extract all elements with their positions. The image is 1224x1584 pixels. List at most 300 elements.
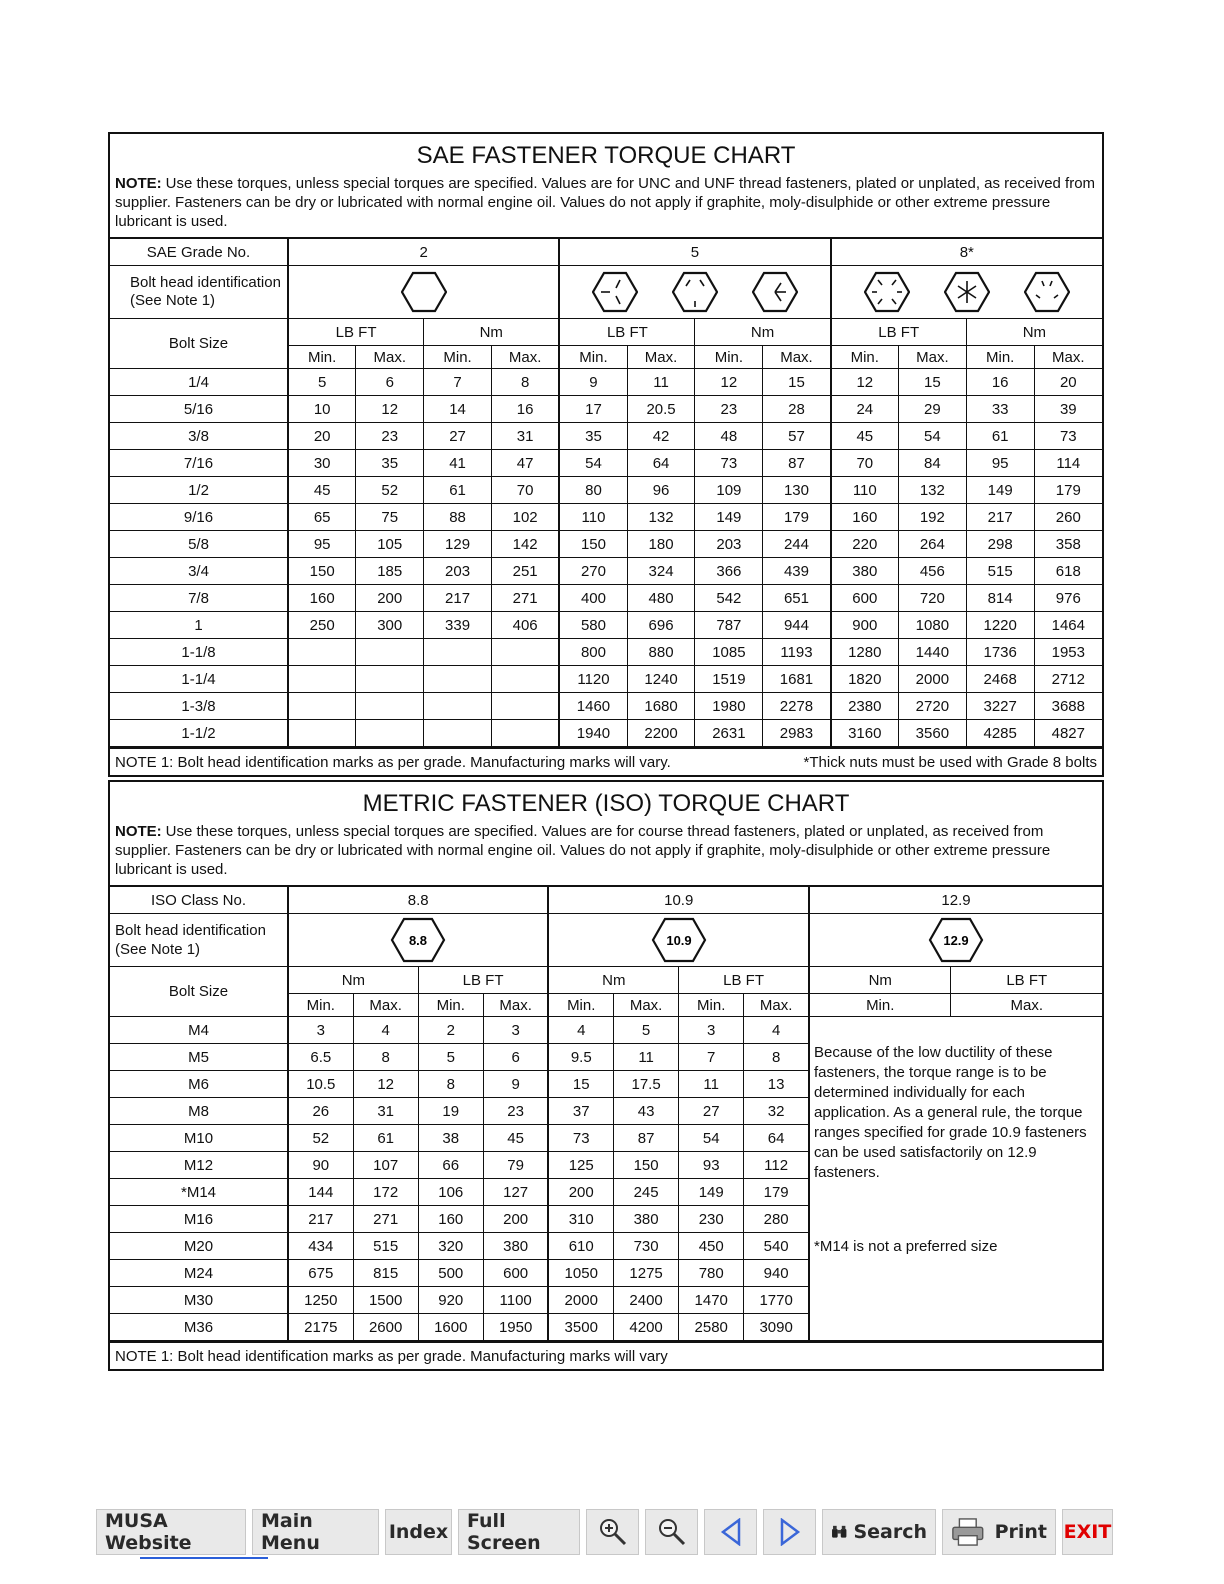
sae-torque-value: 160: [831, 504, 899, 531]
sae-torque-value: 2631: [695, 720, 763, 747]
sae-torque-value: 33: [966, 396, 1034, 423]
metric-torque-value: 2000: [548, 1287, 613, 1314]
sae-bolt-size: 1-1/8: [110, 639, 288, 666]
sae-torque-value: [356, 693, 424, 720]
sae-torque-value: [288, 639, 356, 666]
sae-torque-value: 1953: [1034, 639, 1102, 666]
sae-table-row: [110, 585, 1102, 612]
sae-torque-value: 1940: [559, 720, 627, 747]
sae-note-label: NOTE:: [115, 175, 162, 192]
sae-torque-value: 2712: [1034, 666, 1102, 693]
full-screen-button[interactable]: Full Screen: [458, 1509, 580, 1555]
metric-torque-value: 160: [418, 1206, 483, 1233]
binoculars-icon: [831, 1518, 847, 1546]
sae-torque-value: 1736: [966, 639, 1034, 666]
sae-torque-value: 87: [763, 450, 831, 477]
metric-torque-value: 450: [679, 1233, 744, 1260]
sae-torque-value: 65: [288, 504, 356, 531]
sae-unit: LB FT: [831, 319, 967, 346]
metric-torque-value: 3090: [744, 1314, 809, 1341]
sae-torque-value: 130: [763, 477, 831, 504]
sae-bolt-size: 9/16: [110, 504, 288, 531]
sae-torque-value: 1120: [559, 666, 627, 693]
metric-torque-value: 107: [353, 1152, 418, 1179]
metric-note-text: Use these torques, unless special torques are specified. Values are for course thread fasteners, plated or unplated, as received from supplier. Fasteners can be dry or lubricated with normal engine oil. Values do not apply if graphite, moly-disulphide or other extreme pressure lubricant is used.: [115, 823, 1051, 878]
metric-max-header: Max.: [951, 994, 1102, 1017]
metric-torque-value: 45: [483, 1125, 548, 1152]
metric-torque-value: 179: [744, 1179, 809, 1206]
sae-torque-value: 2720: [898, 693, 966, 720]
metric-torque-value: 3: [679, 1017, 744, 1044]
metric-torque-value: 125: [548, 1152, 613, 1179]
sae-bolt-size: 3/4: [110, 558, 288, 585]
main-menu-button[interactable]: Main Menu: [252, 1509, 379, 1555]
sae-torque-value: 42: [627, 423, 695, 450]
sae-torque-value: 45: [831, 423, 899, 450]
metric-torque-value: 320: [418, 1233, 483, 1260]
metric-min-header: Min.: [679, 994, 744, 1017]
sae-torque-value: 244: [763, 531, 831, 558]
metric-torque-value: 1050: [548, 1260, 613, 1287]
sae-torque-value: 358: [1034, 531, 1102, 558]
sae-torque-value: 298: [966, 531, 1034, 558]
sae-torque-value: 70: [491, 477, 559, 504]
sae-torque-value: 149: [966, 477, 1034, 504]
metric-torque-value: 61: [353, 1125, 418, 1152]
metric-torque-value: 4200: [614, 1314, 679, 1341]
sae-max-header: Max.: [763, 346, 831, 369]
sae-torque-value: 250: [288, 612, 356, 639]
sae-torque-value: 900: [831, 612, 899, 639]
sae-torque-value: 651: [763, 585, 831, 612]
metric-torque-value: 1500: [353, 1287, 418, 1314]
sae-grade-8: 8*: [831, 238, 1102, 266]
sae-torque-value: 1193: [763, 639, 831, 666]
hex-plain-icon: [401, 271, 447, 313]
sae-torque-value: 2983: [763, 720, 831, 747]
sae-bolt-size: 7/8: [110, 585, 288, 612]
sae-torque-value: 1280: [831, 639, 899, 666]
metric-note-label: NOTE:: [115, 823, 162, 840]
metric-bolt-size: M20: [110, 1233, 288, 1260]
metric-bolt-size: M5: [110, 1044, 288, 1071]
sae-torque-value: 2278: [763, 693, 831, 720]
sae-torque-value: 142: [491, 531, 559, 558]
sae-grade-row: [110, 238, 1102, 266]
sae-torque-value: 203: [695, 531, 763, 558]
hex-grade5-mark-b-icon: [672, 271, 718, 313]
sae-min-header: Min.: [695, 346, 763, 369]
sae-torque-value: 23: [356, 423, 424, 450]
metric-mark-cell: [288, 914, 548, 967]
sae-torque-value: 20.5: [627, 396, 695, 423]
sae-bolt-size: 5/16: [110, 396, 288, 423]
sae-torque-value: 1080: [898, 612, 966, 639]
sae-torque-value: 17: [559, 396, 627, 423]
metric-footnote-text: NOTE 1: Bolt head identification marks as per grade. Manufacturing marks will vary: [115, 1348, 668, 1365]
print-button[interactable]: [942, 1509, 1056, 1555]
sae-min-header: Min.: [559, 346, 627, 369]
metric-torque-value: 10.5: [288, 1071, 353, 1098]
sae-torque-value: 366: [695, 558, 763, 585]
sae-torque-value: 4285: [966, 720, 1034, 747]
sae-torque-value: 45: [288, 477, 356, 504]
metric-torque-value: 11: [679, 1071, 744, 1098]
metric-torque-value: 380: [614, 1206, 679, 1233]
metric-min-header: Min.: [809, 994, 951, 1017]
metric-torque-value: 8: [418, 1071, 483, 1098]
sae-torque-value: 54: [898, 423, 966, 450]
sae-torque-value: 1220: [966, 612, 1034, 639]
metric-bolt-head-row: [110, 914, 1102, 967]
metric-torque-value: 144: [288, 1179, 353, 1206]
sae-bolt-size: 1/4: [110, 369, 288, 396]
sae-grade-2: 2: [288, 238, 559, 266]
sae-torque-value: [491, 720, 559, 747]
sae-torque-value: 814: [966, 585, 1034, 612]
sae-torque-value: 456: [898, 558, 966, 585]
sae-section: [108, 132, 1104, 777]
metric-class-8-8: 8.8: [288, 886, 548, 914]
metric-torque-value: 230: [679, 1206, 744, 1233]
sae-table-row: [110, 639, 1102, 666]
metric-torque-value: 815: [353, 1260, 418, 1287]
metric-torque-value: 66: [418, 1152, 483, 1179]
sae-torque-value: 217: [424, 585, 492, 612]
musa-website-button[interactable]: MUSA Website: [96, 1509, 246, 1555]
sae-torque-value: 1519: [695, 666, 763, 693]
metric-torque-value: 245: [614, 1179, 679, 1206]
metric-bolt-size: M10: [110, 1125, 288, 1152]
sae-torque-value: 41: [424, 450, 492, 477]
sae-torque-value: 110: [559, 504, 627, 531]
sae-table: [110, 237, 1102, 747]
metric-torque-value: 11: [614, 1044, 679, 1071]
metric-bolt-size-label: Bolt Size: [110, 967, 288, 1017]
metric-torque-value: 9.5: [548, 1044, 613, 1071]
sae-torque-value: 14: [424, 396, 492, 423]
hex-grade8-mark-b-icon: [944, 271, 990, 313]
metric-unit: LB FT: [418, 967, 548, 994]
sae-torque-value: 54: [559, 450, 627, 477]
metric-bolt-size: M8: [110, 1098, 288, 1125]
sae-torque-value: 7: [424, 369, 492, 396]
sae-torque-value: 80: [559, 477, 627, 504]
metric-torque-value: 2: [418, 1017, 483, 1044]
sae-torque-value: 217: [966, 504, 1034, 531]
sae-table-row: [110, 477, 1102, 504]
sae-footnote-right: *Thick nuts must be used with Grade 8 bolts: [803, 754, 1097, 771]
metric-bolt-size: M36: [110, 1314, 288, 1341]
sae-torque-value: 618: [1034, 558, 1102, 585]
zoom-out-icon: [656, 1516, 688, 1548]
sae-torque-value: 132: [627, 504, 695, 531]
hex-grade5-mark-a-icon: [592, 271, 638, 313]
metric-torque-value: 73: [548, 1125, 613, 1152]
sae-grade-5: 5: [559, 238, 830, 266]
sae-torque-value: 61: [424, 477, 492, 504]
metric-torque-value: 4: [353, 1017, 418, 1044]
metric-torque-value: 1250: [288, 1287, 353, 1314]
metric-torque-value: 87: [614, 1125, 679, 1152]
metric-torque-value: 920: [418, 1287, 483, 1314]
sae-torque-value: 73: [695, 450, 763, 477]
metric-torque-value: 610: [548, 1233, 613, 1260]
sae-torque-value: 150: [288, 558, 356, 585]
sae-torque-value: 52: [356, 477, 424, 504]
sae-table-row: [110, 531, 1102, 558]
sae-torque-value: 9: [559, 369, 627, 396]
sae-torque-value: 129: [424, 531, 492, 558]
sae-torque-value: 35: [356, 450, 424, 477]
sae-torque-value: 3160: [831, 720, 899, 747]
metric-torque-value: 3500: [548, 1314, 613, 1341]
sae-torque-value: 260: [1034, 504, 1102, 531]
sae-torque-value: 220: [831, 531, 899, 558]
metric-torque-value: 434: [288, 1233, 353, 1260]
index-button[interactable]: Index: [385, 1509, 452, 1555]
metric-class-label: ISO Class No.: [110, 886, 288, 914]
sae-torque-value: 2000: [898, 666, 966, 693]
sae-torque-value: 27: [424, 423, 492, 450]
metric-torque-value: 200: [483, 1206, 548, 1233]
sae-bolt-size: 1: [110, 612, 288, 639]
previous-page-button[interactable]: [704, 1509, 757, 1555]
sae-torque-value: 251: [491, 558, 559, 585]
metric-torque-value: 19: [418, 1098, 483, 1125]
next-page-icon: [778, 1518, 802, 1546]
sae-torque-value: 132: [898, 477, 966, 504]
sae-torque-value: [491, 639, 559, 666]
sae-torque-value: 976: [1034, 585, 1102, 612]
sae-table-row: [110, 693, 1102, 720]
sae-bolt-size: 5/8: [110, 531, 288, 558]
sae-torque-value: 48: [695, 423, 763, 450]
sae-torque-value: 105: [356, 531, 424, 558]
sae-torque-value: 1680: [627, 693, 695, 720]
metric-torque-value: 23: [483, 1098, 548, 1125]
metric-section: [108, 780, 1104, 1371]
sae-unit: LB FT: [559, 319, 695, 346]
sae-torque-value: 5: [288, 369, 356, 396]
sae-torque-value: 406: [491, 612, 559, 639]
metric-torque-value: 600: [483, 1260, 548, 1287]
metric-torque-value: 27: [679, 1098, 744, 1125]
metric-bolt-size: M4: [110, 1017, 288, 1044]
metric-max-header: Max.: [483, 994, 548, 1017]
metric-bolt-size: M6: [110, 1071, 288, 1098]
sae-title: SAE FASTENER TORQUE CHART: [416, 142, 796, 169]
sae-torque-value: 84: [898, 450, 966, 477]
metric-torque-value: 32: [744, 1098, 809, 1125]
sae-footnote: [110, 747, 1102, 775]
sae-max-header: Max.: [356, 346, 424, 369]
metric-unit: Nm: [288, 967, 418, 994]
metric-unit: LB FT: [679, 967, 809, 994]
sae-min-header: Min.: [966, 346, 1034, 369]
exit-button[interactable]: [1062, 1509, 1113, 1555]
sae-torque-value: 192: [898, 504, 966, 531]
sae-torque-value: 102: [491, 504, 559, 531]
hex-12-9-icon: [928, 917, 984, 963]
sae-unit: Nm: [695, 319, 831, 346]
sae-torque-value: 12: [356, 396, 424, 423]
sae-torque-value: 8: [491, 369, 559, 396]
metric-torque-value: 127: [483, 1179, 548, 1206]
metric-bolt-size: M24: [110, 1260, 288, 1287]
sae-bolt-size: 1-1/2: [110, 720, 288, 747]
sae-torque-value: 109: [695, 477, 763, 504]
sae-torque-value: 1085: [695, 639, 763, 666]
sae-torque-value: [356, 639, 424, 666]
metric-torque-value: 1100: [483, 1287, 548, 1314]
sae-grade-5-marks: [559, 266, 830, 319]
hex-grade8-mark-c-icon: [1024, 271, 1070, 313]
metric-torque-value: 1275: [614, 1260, 679, 1287]
metric-table-row: [110, 1017, 1102, 1044]
metric-torque-value: 2600: [353, 1314, 418, 1341]
sae-table-row: [110, 558, 1102, 585]
sae-min-header: Min.: [831, 346, 899, 369]
sae-torque-value: 30: [288, 450, 356, 477]
sae-units-row: [110, 319, 1102, 346]
sae-torque-value: 16: [491, 396, 559, 423]
search-label: Search: [853, 1521, 927, 1543]
sae-max-header: Max.: [1034, 346, 1102, 369]
sae-torque-value: 1681: [763, 666, 831, 693]
metric-bolt-size: M30: [110, 1287, 288, 1314]
metric-torque-value: 2580: [679, 1314, 744, 1341]
sae-table-row: [110, 450, 1102, 477]
sae-torque-value: 1460: [559, 693, 627, 720]
sae-torque-value: [288, 693, 356, 720]
metric-torque-value: 730: [614, 1233, 679, 1260]
sae-torque-value: 96: [627, 477, 695, 504]
sae-torque-value: 179: [1034, 477, 1102, 504]
sae-torque-value: 580: [559, 612, 627, 639]
metric-max-header: Max.: [614, 994, 679, 1017]
sae-torque-value: 28: [763, 396, 831, 423]
sae-torque-value: 39: [1034, 396, 1102, 423]
metric-title: METRIC FASTENER (ISO) TORQUE CHART: [362, 790, 850, 817]
sae-torque-value: 2468: [966, 666, 1034, 693]
metric-torque-value: 31: [353, 1098, 418, 1125]
metric-torque-value: 4: [548, 1017, 613, 1044]
metric-torque-value: 90: [288, 1152, 353, 1179]
sae-torque-value: 61: [966, 423, 1034, 450]
sae-table-row: [110, 504, 1102, 531]
metric-torque-value: 940: [744, 1260, 809, 1287]
metric-unit: Nm: [809, 967, 951, 994]
metric-torque-value: 2400: [614, 1287, 679, 1314]
sae-torque-value: 4827: [1034, 720, 1102, 747]
metric-mark-cell: [548, 914, 809, 967]
metric-torque-value: 5: [614, 1017, 679, 1044]
sae-torque-value: 300: [356, 612, 424, 639]
sae-torque-value: 88: [424, 504, 492, 531]
search-button[interactable]: [822, 1509, 936, 1555]
sae-torque-value: 800: [559, 639, 627, 666]
metric-class-10-9: 10.9: [548, 886, 809, 914]
sae-torque-value: [424, 666, 492, 693]
sae-torque-value: 880: [627, 639, 695, 666]
metric-torque-value: 5: [418, 1044, 483, 1071]
metric-torque-value: 93: [679, 1152, 744, 1179]
sae-torque-value: 324: [627, 558, 695, 585]
sae-torque-value: 1240: [627, 666, 695, 693]
metric-torque-value: 9: [483, 1071, 548, 1098]
metric-torque-value: 26: [288, 1098, 353, 1125]
metric-torque-value: 271: [353, 1206, 418, 1233]
sae-torque-value: 439: [763, 558, 831, 585]
sae-torque-value: 179: [763, 504, 831, 531]
metric-torque-value: 38: [418, 1125, 483, 1152]
metric-torque-value: 8: [744, 1044, 809, 1071]
metric-bolt-size: M12: [110, 1152, 288, 1179]
metric-torque-value: 200: [548, 1179, 613, 1206]
metric-torque-value: 780: [679, 1260, 744, 1287]
sae-torque-value: 95: [966, 450, 1034, 477]
sae-torque-value: 1464: [1034, 612, 1102, 639]
hex-8-8-label: 8.8: [409, 933, 428, 948]
sae-torque-value: 75: [356, 504, 424, 531]
metric-torque-value: 280: [744, 1206, 809, 1233]
sae-torque-value: 180: [627, 531, 695, 558]
zoom-in-icon: [597, 1516, 629, 1548]
metric-torque-value: 79: [483, 1152, 548, 1179]
sae-table-row: [110, 423, 1102, 450]
sae-torque-value: 12: [831, 369, 899, 396]
hex-8-8-icon: [390, 917, 446, 963]
sae-unit: Nm: [966, 319, 1102, 346]
sae-bolt-size: 7/16: [110, 450, 288, 477]
sae-grade-8-marks: [831, 266, 1102, 319]
sae-torque-value: 1820: [831, 666, 899, 693]
next-page-button[interactable]: [763, 1509, 816, 1555]
sae-torque-value: 264: [898, 531, 966, 558]
sae-torque-value: [424, 693, 492, 720]
zoom-out-button[interactable]: [645, 1509, 698, 1555]
metric-torque-value: 150: [614, 1152, 679, 1179]
sae-torque-value: [424, 639, 492, 666]
sae-bolt-size: 1-1/4: [110, 666, 288, 693]
sae-torque-value: 600: [831, 585, 899, 612]
sae-torque-value: 1980: [695, 693, 763, 720]
sae-torque-value: 150: [559, 531, 627, 558]
sae-bolt-head-row: [110, 266, 1102, 319]
sae-torque-value: 542: [695, 585, 763, 612]
metric-min-header: Min.: [548, 994, 613, 1017]
metric-bolt-size: *M14: [110, 1179, 288, 1206]
sae-torque-value: 15: [898, 369, 966, 396]
metric-torque-value: 17.5: [614, 1071, 679, 1098]
focus-underline: [140, 1557, 268, 1559]
metric-torque-value: 7: [679, 1044, 744, 1071]
metric-max-header: Max.: [744, 994, 809, 1017]
metric-bolt-size: M16: [110, 1206, 288, 1233]
sae-bolt-size: 3/8: [110, 423, 288, 450]
metric-torque-value: 217: [288, 1206, 353, 1233]
zoom-in-button[interactable]: [586, 1509, 639, 1555]
metric-torque-value: 8: [353, 1044, 418, 1071]
sae-torque-value: 203: [424, 558, 492, 585]
sae-torque-value: 160: [288, 585, 356, 612]
sae-torque-value: [288, 666, 356, 693]
sae-torque-value: 11: [627, 369, 695, 396]
hex-10-9-label: 10.9: [666, 933, 692, 948]
metric-torque-value: 515: [353, 1233, 418, 1260]
metric-torque-value: 112: [744, 1152, 809, 1179]
